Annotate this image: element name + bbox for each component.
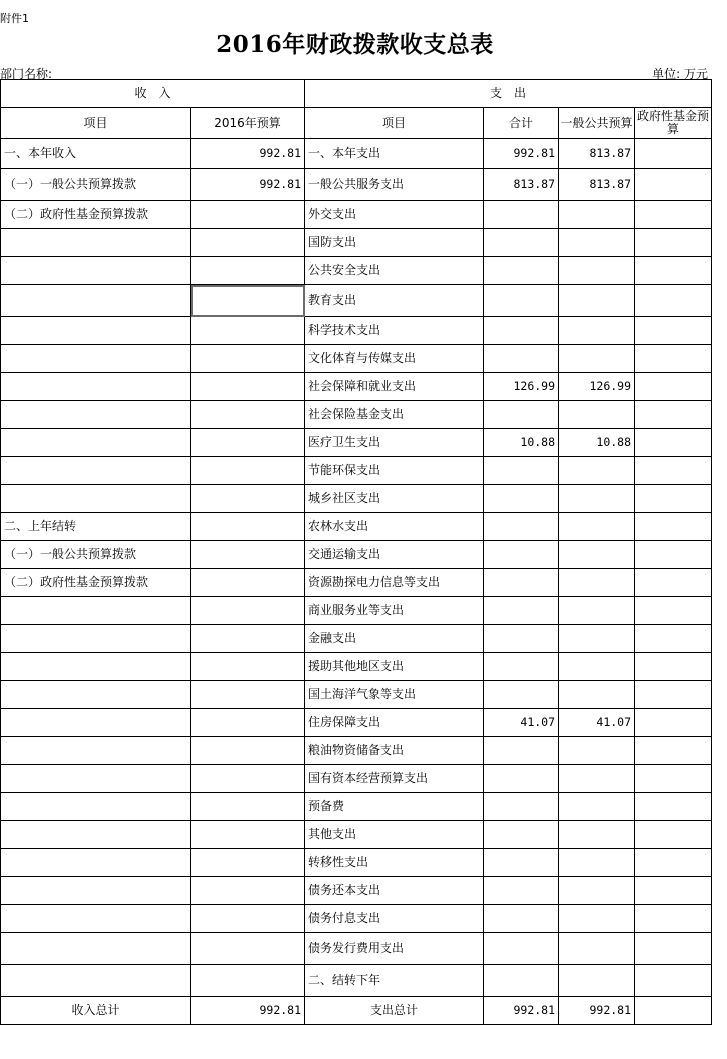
expense-total-cell[interactable]: 126.99	[484, 373, 559, 401]
expense-general-cell[interactable]	[559, 597, 635, 625]
table-row	[1, 229, 712, 257]
table-row	[1, 429, 712, 457]
column-header-row	[1, 108, 712, 139]
income-budget-cell[interactable]	[191, 933, 305, 965]
income-budget-cell[interactable]	[191, 457, 305, 485]
expense-fund-cell[interactable]	[635, 821, 712, 849]
expense-general-cell[interactable]	[559, 965, 635, 997]
income-budget-cell[interactable]	[191, 513, 305, 541]
expense-total-cell[interactable]	[484, 401, 559, 429]
expense-item-cell[interactable]: 城乡社区支出	[305, 485, 484, 513]
expense-item-cell[interactable]: 转移性支出	[305, 849, 484, 877]
income-item-cell[interactable]	[1, 457, 191, 485]
income-item-cell[interactable]	[1, 485, 191, 513]
income-item-cell[interactable]	[1, 681, 191, 709]
income-budget-cell[interactable]	[191, 317, 305, 345]
expense-total-cell[interactable]: 41.07	[484, 709, 559, 737]
expense-fund-cell[interactable]	[635, 793, 712, 821]
expense-total-cell[interactable]	[484, 681, 559, 709]
expense-item-cell[interactable]: 国土海洋气象等支出	[305, 681, 484, 709]
expense-fund-cell[interactable]	[635, 569, 712, 597]
expense-general-cell[interactable]	[559, 317, 635, 345]
table-row	[1, 905, 712, 933]
expense-general-cell[interactable]	[559, 793, 635, 821]
table-row	[1, 401, 712, 429]
table-row	[1, 653, 712, 681]
expense-total-cell[interactable]	[484, 737, 559, 765]
table-row	[1, 513, 712, 541]
expense-item-cell[interactable]: 教育支出	[305, 285, 484, 317]
income-budget-cell[interactable]	[191, 625, 305, 653]
table-row	[1, 737, 712, 765]
income-item-cell[interactable]	[1, 429, 191, 457]
income-item-cell[interactable]	[1, 597, 191, 625]
income-item-cell[interactable]	[1, 345, 191, 373]
expense-general-total-value[interactable]: 992.81	[559, 997, 635, 1025]
expense-general-cell[interactable]: 813.87	[559, 139, 635, 169]
income-item-cell[interactable]	[1, 821, 191, 849]
expense-section-header[interactable]: 支 出	[305, 80, 712, 108]
table-row	[1, 965, 712, 997]
expense-general-cell[interactable]	[559, 257, 635, 285]
income-item-cell[interactable]: （一）一般公共预算拨款	[1, 541, 191, 569]
expense-item-cell[interactable]: 一、本年支出	[305, 139, 484, 169]
table-row	[1, 849, 712, 877]
table-row	[1, 765, 712, 793]
col-header-budget[interactable]: 2016年预算	[191, 108, 305, 139]
expense-general-cell[interactable]	[559, 765, 635, 793]
income-budget-cell[interactable]	[191, 765, 305, 793]
expense-general-cell[interactable]	[559, 737, 635, 765]
table-row	[1, 169, 712, 201]
income-item-cell[interactable]	[1, 625, 191, 653]
expense-fund-cell[interactable]	[635, 681, 712, 709]
expense-total-cell[interactable]	[484, 965, 559, 997]
income-item-cell[interactable]	[1, 285, 191, 317]
expense-item-cell[interactable]: 商业服务业等支出	[305, 597, 484, 625]
expense-total-cell[interactable]	[484, 317, 559, 345]
expense-item-cell[interactable]: 农林水支出	[305, 513, 484, 541]
table-row	[1, 933, 712, 965]
expense-general-cell[interactable]	[559, 653, 635, 681]
table-row	[1, 317, 712, 345]
expense-general-cell[interactable]: 10.88	[559, 429, 635, 457]
income-budget-cell[interactable]: 992.81	[191, 169, 305, 201]
expense-fund-cell[interactable]	[635, 905, 712, 933]
income-item-cell[interactable]	[1, 933, 191, 965]
expense-total-cell[interactable]	[484, 485, 559, 513]
expense-general-cell[interactable]	[559, 201, 635, 229]
expense-item-cell[interactable]: 外交支出	[305, 201, 484, 229]
income-item-cell[interactable]	[1, 257, 191, 285]
expense-total-cell[interactable]	[484, 513, 559, 541]
expense-general-cell[interactable]	[559, 905, 635, 933]
income-item-cell[interactable]: （一）一般公共预算拨款	[1, 169, 191, 201]
expense-fund-cell[interactable]	[635, 429, 712, 457]
expense-general-cell[interactable]	[559, 285, 635, 317]
expense-fund-cell[interactable]	[635, 345, 712, 373]
income-budget-cell[interactable]	[191, 401, 305, 429]
expense-fund-cell[interactable]	[635, 257, 712, 285]
expense-general-cell[interactable]	[559, 401, 635, 429]
expense-item-cell[interactable]: 文化体育与传媒支出	[305, 345, 484, 373]
expense-total-cell[interactable]	[484, 877, 559, 905]
table-row	[1, 457, 712, 485]
income-total-label[interactable]: 收入总计	[1, 997, 191, 1025]
expense-total-label[interactable]: 支出总计	[305, 997, 484, 1025]
expense-general-cell[interactable]: 126.99	[559, 373, 635, 401]
income-budget-cell[interactable]	[191, 597, 305, 625]
expense-item-cell[interactable]: 债务发行费用支出	[305, 933, 484, 965]
expense-fund-cell[interactable]	[635, 625, 712, 653]
expense-total-cell[interactable]: 992.81	[484, 139, 559, 169]
expense-general-cell[interactable]	[559, 229, 635, 257]
expense-item-cell[interactable]: 其他支出	[305, 821, 484, 849]
col-header-general-budget[interactable]: 一般公共预算	[559, 108, 635, 139]
expense-general-cell[interactable]	[559, 485, 635, 513]
income-item-cell[interactable]	[1, 905, 191, 933]
expense-fund-cell[interactable]	[635, 285, 712, 317]
expense-general-cell[interactable]	[559, 877, 635, 905]
expense-total-cell[interactable]	[484, 229, 559, 257]
expense-total-cell[interactable]	[484, 257, 559, 285]
expense-fund-cell[interactable]	[635, 485, 712, 513]
expense-total-cell[interactable]	[484, 597, 559, 625]
income-item-cell[interactable]	[1, 317, 191, 345]
expense-total-cell[interactable]	[484, 569, 559, 597]
income-budget-cell[interactable]	[191, 877, 305, 905]
income-budget-cell[interactable]	[191, 541, 305, 569]
department-label: 部门名称:	[0, 67, 53, 81]
income-item-cell[interactable]	[1, 737, 191, 765]
expense-fund-cell[interactable]	[635, 169, 712, 201]
table-row	[1, 139, 712, 169]
total-row	[1, 997, 712, 1025]
expense-total-value[interactable]: 992.81	[484, 997, 559, 1025]
table-row	[1, 285, 712, 317]
expense-fund-total-value[interactable]	[635, 997, 712, 1025]
income-budget-cell[interactable]	[191, 485, 305, 513]
expense-total-cell[interactable]	[484, 541, 559, 569]
expense-fund-cell[interactable]	[635, 541, 712, 569]
expense-item-cell[interactable]: 债务还本支出	[305, 877, 484, 905]
unit-label: 单位: 万元	[652, 67, 708, 81]
expense-item-cell[interactable]: 援助其他地区支出	[305, 653, 484, 681]
table-row	[1, 201, 712, 229]
expense-fund-cell[interactable]	[635, 765, 712, 793]
table-row	[1, 877, 712, 905]
expense-general-cell[interactable]	[559, 513, 635, 541]
expense-item-cell[interactable]: 交通运输支出	[305, 541, 484, 569]
expense-fund-cell[interactable]	[635, 849, 712, 877]
income-budget-cell[interactable]	[191, 849, 305, 877]
expense-item-cell[interactable]: 社会保险基金支出	[305, 401, 484, 429]
table-row	[1, 541, 712, 569]
col-header-fund-budget[interactable]: 政府性基金预算	[635, 108, 712, 139]
page-title: 2016年财政拨款收支总表	[216, 31, 494, 58]
income-budget-cell[interactable]	[191, 793, 305, 821]
expense-fund-cell[interactable]	[635, 201, 712, 229]
expense-fund-cell[interactable]	[635, 513, 712, 541]
income-budget-cell[interactable]	[191, 653, 305, 681]
expense-total-cell[interactable]	[484, 849, 559, 877]
expense-general-cell[interactable]	[559, 569, 635, 597]
expense-general-cell[interactable]	[559, 457, 635, 485]
expense-total-cell[interactable]	[484, 821, 559, 849]
expense-total-cell[interactable]	[484, 933, 559, 965]
col-header-total[interactable]: 合计	[484, 108, 559, 139]
expense-fund-cell[interactable]	[635, 317, 712, 345]
table-row	[1, 257, 712, 285]
expense-fund-cell[interactable]	[635, 653, 712, 681]
expense-total-cell[interactable]	[484, 457, 559, 485]
table-row	[1, 681, 712, 709]
income-budget-cell[interactable]	[191, 429, 305, 457]
expense-general-cell[interactable]: 813.87	[559, 169, 635, 201]
expense-item-cell[interactable]: 公共安全支出	[305, 257, 484, 285]
expense-general-cell[interactable]	[559, 681, 635, 709]
expense-total-cell[interactable]	[484, 905, 559, 933]
income-item-cell[interactable]	[1, 849, 191, 877]
expense-general-cell[interactable]	[559, 933, 635, 965]
expense-item-cell[interactable]: 粮油物资储备支出	[305, 737, 484, 765]
income-item-cell[interactable]	[1, 877, 191, 905]
income-budget-cell[interactable]	[191, 229, 305, 257]
income-item-cell[interactable]: 二、上年结转	[1, 513, 191, 541]
col-header-expense-item[interactable]: 项目	[305, 108, 484, 139]
expense-total-cell[interactable]	[484, 285, 559, 317]
income-item-cell[interactable]	[1, 229, 191, 257]
income-budget-cell[interactable]	[191, 965, 305, 997]
table-row	[1, 569, 712, 597]
income-budget-cell[interactable]	[191, 201, 305, 229]
table-row	[1, 821, 712, 849]
table-row	[1, 793, 712, 821]
expense-total-cell[interactable]	[484, 653, 559, 681]
income-budget-cell[interactable]	[191, 285, 305, 317]
income-item-cell[interactable]	[1, 793, 191, 821]
budget-table	[0, 79, 712, 1025]
expense-item-cell[interactable]: 债务付息支出	[305, 905, 484, 933]
income-item-cell[interactable]	[1, 709, 191, 737]
expense-fund-cell[interactable]	[635, 373, 712, 401]
expense-general-cell[interactable]	[559, 821, 635, 849]
expense-total-cell[interactable]	[484, 625, 559, 653]
expense-total-cell[interactable]	[484, 345, 559, 373]
expense-fund-cell[interactable]	[635, 139, 712, 169]
expense-fund-cell[interactable]	[635, 709, 712, 737]
income-budget-cell[interactable]	[191, 345, 305, 373]
expense-total-cell[interactable]	[484, 793, 559, 821]
expense-total-cell[interactable]	[484, 765, 559, 793]
income-budget-cell[interactable]: 992.81	[191, 139, 305, 169]
income-item-cell[interactable]	[1, 373, 191, 401]
expense-general-cell[interactable]	[559, 849, 635, 877]
income-budget-cell[interactable]	[191, 709, 305, 737]
table-row	[1, 597, 712, 625]
attachment-label: 附件1	[0, 12, 29, 25]
table-row	[1, 345, 712, 373]
expense-item-cell[interactable]: 金融支出	[305, 625, 484, 653]
table-row	[1, 625, 712, 653]
income-item-cell[interactable]	[1, 653, 191, 681]
expense-item-cell[interactable]: 国有资本经营预算支出	[305, 765, 484, 793]
expense-general-cell[interactable]	[559, 625, 635, 653]
expense-item-cell[interactable]: 住房保障支出	[305, 709, 484, 737]
table-row	[1, 485, 712, 513]
expense-fund-cell[interactable]	[635, 401, 712, 429]
expense-fund-cell[interactable]	[635, 965, 712, 997]
expense-item-cell[interactable]: 一般公共服务支出	[305, 169, 484, 201]
income-item-cell[interactable]: （二）政府性基金预算拨款	[1, 201, 191, 229]
expense-general-cell[interactable]: 41.07	[559, 709, 635, 737]
income-section-header[interactable]: 收 入	[1, 80, 305, 108]
income-budget-cell[interactable]	[191, 821, 305, 849]
expense-item-cell[interactable]: 二、结转下年	[305, 965, 484, 997]
expense-total-cell[interactable]	[484, 201, 559, 229]
income-item-cell[interactable]	[1, 965, 191, 997]
income-budget-cell[interactable]	[191, 373, 305, 401]
expense-fund-cell[interactable]	[635, 933, 712, 965]
income-budget-cell[interactable]	[191, 737, 305, 765]
expense-fund-cell[interactable]	[635, 877, 712, 905]
table-row	[1, 709, 712, 737]
expense-fund-cell[interactable]	[635, 229, 712, 257]
col-header-income-item[interactable]: 项目	[1, 108, 191, 139]
expense-item-cell[interactable]: 资源勘探电力信息等支出	[305, 569, 484, 597]
income-item-cell[interactable]: 一、本年收入	[1, 139, 191, 169]
expense-item-cell[interactable]: 国防支出	[305, 229, 484, 257]
expense-item-cell[interactable]: 科学技术支出	[305, 317, 484, 345]
expense-fund-cell[interactable]	[635, 597, 712, 625]
expense-item-cell[interactable]: 节能环保支出	[305, 457, 484, 485]
expense-general-cell[interactable]	[559, 345, 635, 373]
table-row	[1, 373, 712, 401]
expense-fund-cell[interactable]	[635, 457, 712, 485]
expense-item-cell[interactable]: 医疗卫生支出	[305, 429, 484, 457]
expense-item-cell[interactable]: 社会保障和就业支出	[305, 373, 484, 401]
expense-fund-cell[interactable]	[635, 737, 712, 765]
expense-general-cell[interactable]	[559, 541, 635, 569]
income-item-cell[interactable]	[1, 401, 191, 429]
expense-item-cell[interactable]: 预备费	[305, 793, 484, 821]
income-item-cell[interactable]: （二）政府性基金预算拨款	[1, 569, 191, 597]
income-item-cell[interactable]	[1, 765, 191, 793]
income-budget-cell[interactable]	[191, 257, 305, 285]
section-header-row	[1, 80, 712, 108]
income-budget-cell[interactable]	[191, 681, 305, 709]
income-total-value[interactable]: 992.81	[191, 997, 305, 1025]
expense-total-cell[interactable]: 10.88	[484, 429, 559, 457]
income-budget-cell[interactable]	[191, 569, 305, 597]
expense-total-cell[interactable]: 813.87	[484, 169, 559, 201]
income-budget-cell[interactable]	[191, 905, 305, 933]
